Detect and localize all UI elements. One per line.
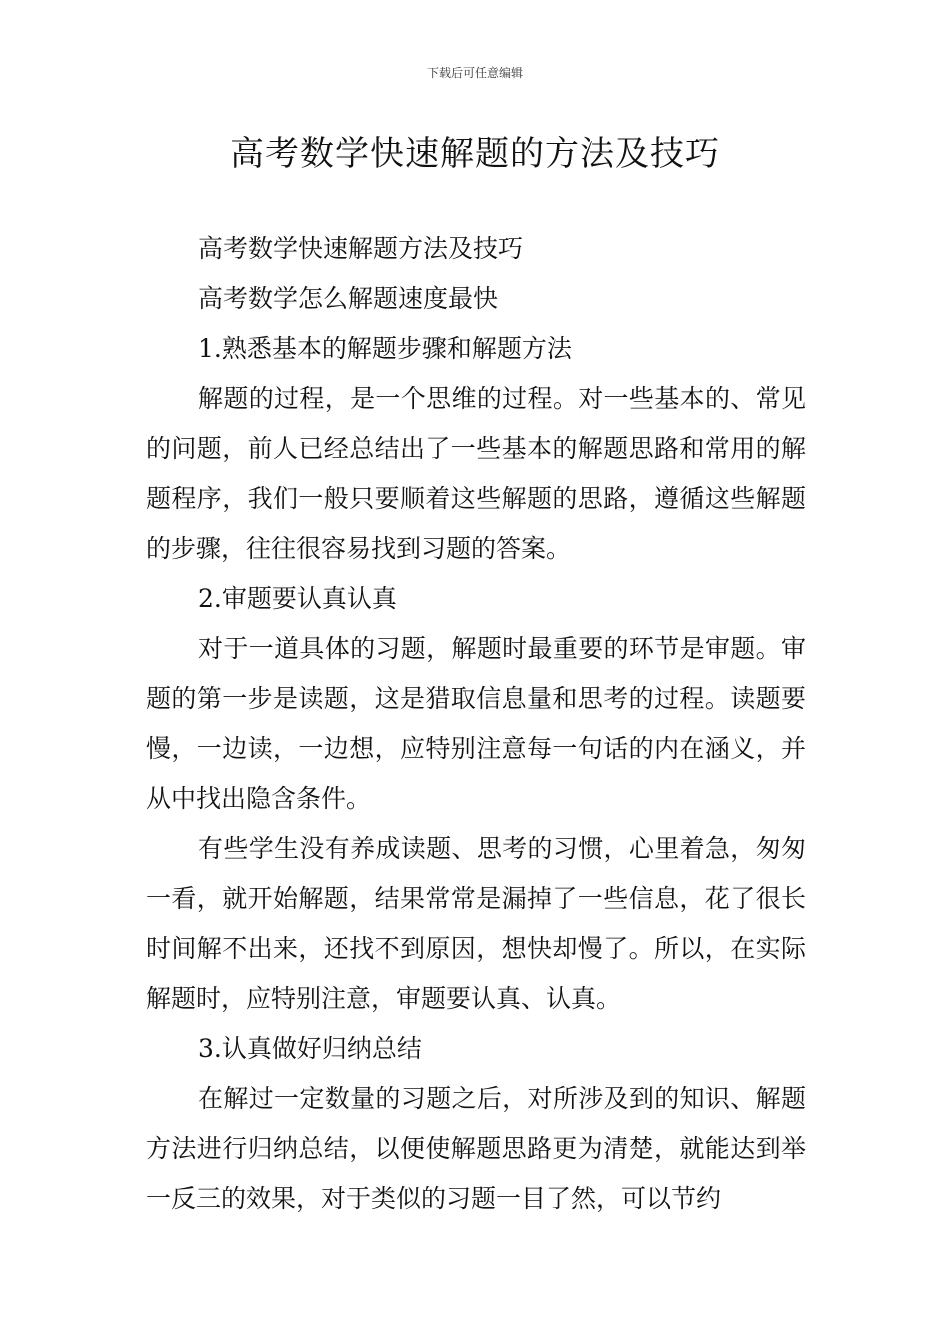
paragraph-2: 对于一道具体的习题，解题时最重要的环节是审题。审题的第一步是读题，这是猎取信息量和思考的过程。读题要慢，一边读，一边想，应特别注意每一句话的内在涵义，并从中找出隐含条件。 <box>146 634 806 813</box>
paragraph-subtitle: 高考数学快速解题方法及技巧 <box>198 234 524 263</box>
paragraph-1: 解题的过程，是一个思维的过程。对一些基本的、常见的问题，前人已经总结出了一些基本的解题思路和常用的解题程序，我们一般只要顺着这些解题的思路，遵循这些解题的步骤，往往很容易找到习题的答案。 <box>146 384 806 563</box>
paragraph-3: 有些学生没有养成读题、思考的习惯，心里着急，匆匆一看，就开始解题，结果常常是漏掉了一些信息，花了很长时间解不出来，还找不到原因，想快却慢了。所以，在实际解题时，应特别注意，审题要认真、认真。 <box>146 834 806 1013</box>
section-heading-1: 1.熟悉基本的解题步骤和解题方法 <box>198 334 572 363</box>
document-body <box>146 224 806 1224</box>
section-heading-2: 2.审题要认真认真 <box>198 584 397 613</box>
section-heading-3: 3.认真做好归纳总结 <box>198 1034 422 1063</box>
document-title: 高考数学快速解题的方法及技巧 <box>230 134 720 174</box>
paragraph-4: 在解过一定数量的习题之后，对所涉及到的知识、解题方法进行归纳总结，以便使解题思路更为清楚，就能达到举一反三的效果，对于类似的习题一目了然，可以节约 <box>146 1084 806 1213</box>
header-note: 下载后可任意编辑 <box>426 66 523 80</box>
paragraph-question: 高考数学怎么解题速度最快 <box>198 284 499 313</box>
